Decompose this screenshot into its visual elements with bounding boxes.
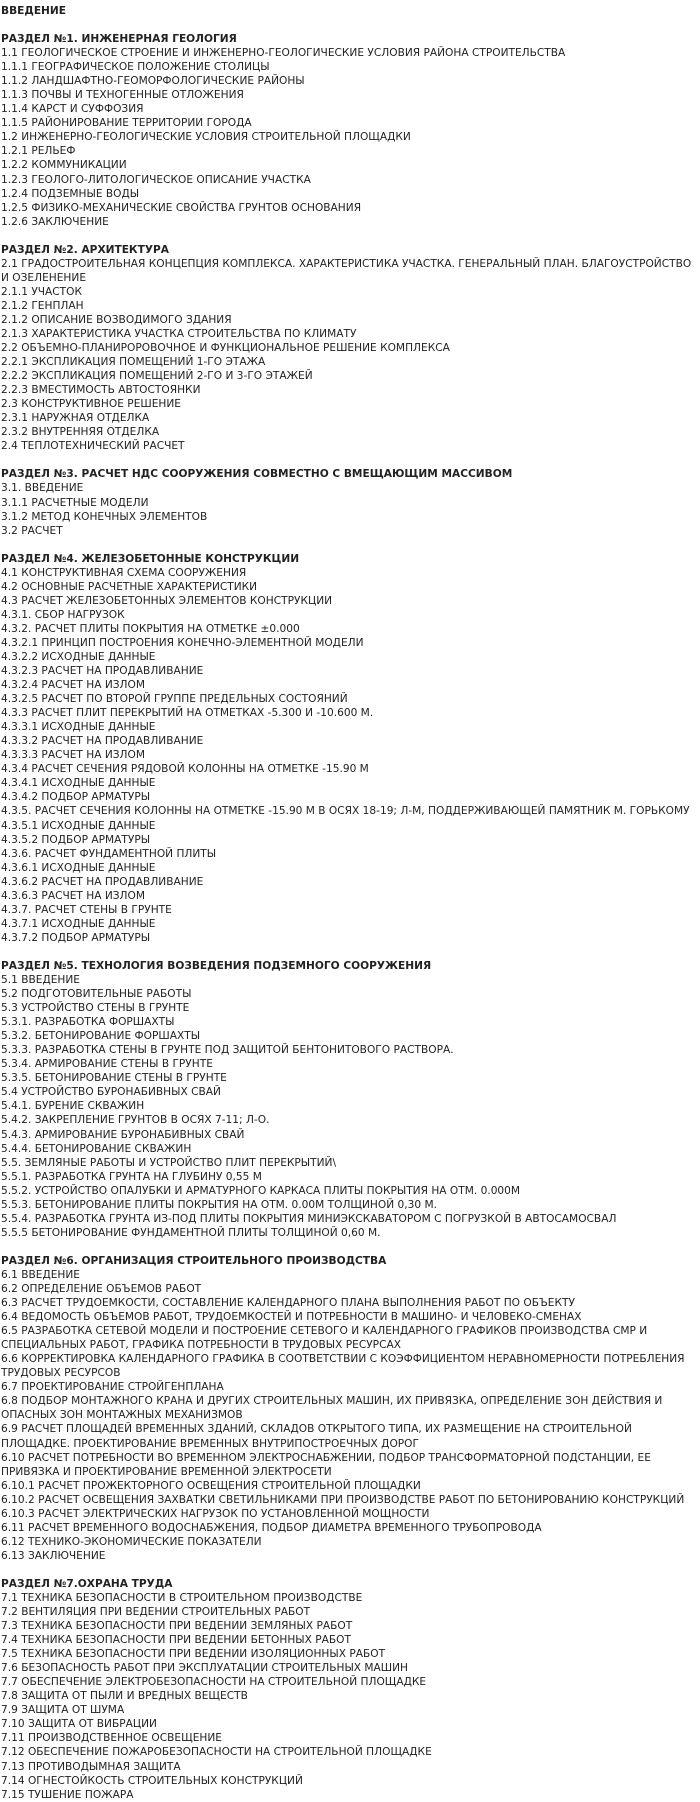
toc-entry: 6.7 ПРОЕКТИРОВАНИЕ СТРОЙГЕНПЛАНА	[1, 1381, 224, 1394]
toc-entry: 4.2 ОСНОВНЫЕ РАСЧЕТНЫЕ ХАРАКТЕРИСТИКИ	[1, 580, 258, 593]
toc-entry: 1.1 ГЕОЛОГИЧЕСКОЕ СТРОЕНИЕ И ИНЖЕНЕРНО-ГЕОЛОГИЧЕСКИЕ УСЛОВИЯ РАЙОНА СТРОИТЕЛЬСТВА	[1, 47, 566, 60]
toc-entry: 5.3.3. РАЗРАБОТКА СТЕНЫ В ГРУНТЕ ПОД ЗАЩИТОЙ БЕНТОНИТОВОГО РАСТВОРА.	[1, 1044, 454, 1057]
toc-entry: 7.3 ТЕХНИКА БЕЗОПАСНОСТИ ПРИ ВЕДЕНИИ ЗЕМЛЯНЫХ РАБОТ	[1, 1620, 353, 1633]
toc-entry: 4.1 КОНСТРУКТИВНАЯ СХЕМА СООРУЖЕНИЯ	[1, 566, 247, 579]
toc-entry: 2.1 ГРАДОСТРОИТЕЛЬНАЯ КОНЦЕПЦИЯ КОМПЛЕКСА. ХАРАКТЕРИСТИКА УЧАСТКА. ГЕНЕРАЛЬНЫЙ ПЛАН. БЛАГОУСТРОЙСТВО И ОЗЕЛЕНЕНИЕ	[1, 257, 692, 284]
sections-list	[1, 32, 700, 1802]
toc-entry: 5.3.1. РАЗРАБОТКА ФОРШАХТЫ	[1, 1016, 175, 1029]
toc-entry: 5.3.5. БЕТОНИРОВАНИЕ СТЕНЫ В ГРУНТЕ	[1, 1072, 227, 1085]
section-heading: РАЗДЕЛ №2. АРХИТЕКТУРА	[1, 243, 169, 256]
toc-entry: 2.4 ТЕПЛОТЕХНИЧЕСКИЙ РАСЧЕТ	[1, 440, 185, 453]
toc-entry: 2.1.1 УЧАСТОК	[1, 285, 83, 298]
toc-entry: 5.4.3. АРМИРОВАНИЕ БУРОНАБИВНЫХ СВАЙ	[1, 1128, 245, 1141]
toc-entry: 7.10 ЗАЩИТА ОТ ВИБРАЦИИ	[1, 1718, 157, 1731]
toc-entry: 1.1.5 РАЙОНИРОВАНИЕ ТЕРРИТОРИИ ГОРОДА	[1, 117, 252, 130]
intro-heading: ВВЕДЕНИЕ	[1, 5, 67, 17]
toc-entry: 5.3.4. АРМИРОВАНИЕ СТЕНЫ В ГРУНТЕ	[1, 1058, 213, 1071]
toc-section	[1, 467, 700, 537]
toc-entry: 7.9 ЗАЩИТА ОТ ШУМА	[1, 1704, 125, 1717]
toc-entry: 4.3.7. РАСЧЕТ СТЕНЫ В ГРУНТЕ	[1, 903, 172, 916]
toc-entry: 7.1 ТЕХНИКА БЕЗОПАСНОСТИ В СТРОИТЕЛЬНОМ ПРОИЗВОДСТВЕ	[1, 1591, 363, 1604]
toc-entry: 2.1.3 ХАРАКТЕРИСТИКА УЧАСТКА СТРОИТЕЛЬСТВА ПО КЛИМАТУ	[1, 327, 357, 340]
toc-entry: 4.3.2.1 ПРИНЦИП ПОСТРОЕНИЯ КОНЕЧНО-ЭЛЕМЕНТНОЙ МОДЕЛИ	[1, 636, 364, 649]
toc-entry: 4.3.3 РАСЧЕТ ПЛИТ ПЕРЕКРЫТИЙ НА ОТМЕТКАХ -5.300 И -10.600 М.	[1, 707, 374, 720]
toc-entry: 6.2 ОПРЕДЕЛЕНИЕ ОБЪЕМОВ РАБОТ	[1, 1282, 202, 1295]
toc-entry: 4.3.3.2 РАСЧЕТ НА ПРОДАВЛИВАНИЕ	[1, 735, 204, 748]
toc-entry: 1.1.3 ПОЧВЫ И ТЕХНОГЕННЫЕ ОТЛОЖЕНИЯ	[1, 89, 244, 102]
toc-entry: 7.6 БЕЗОПАСНОСТЬ РАБОТ ПРИ ЭКСПЛУАТАЦИИ СТРОИТЕЛЬНЫХ МАШИН	[1, 1662, 409, 1675]
toc-entry: 6.8 ПОДБОР МОНТАЖНОГО КРАНА И ДРУГИХ СТРОИТЕЛЬНЫХ МАШИН, ИХ ПРИВЯЗКА, ОПРЕДЕЛЕНИЕ ЗОН ДЕЙСТВИЯ И ОПАСНЫХ ЗОН МОНТАЖНЫХ МЕХАНИЗМОВ	[1, 1395, 663, 1422]
toc-entry: 1.2.4 ПОДЗЕМНЫЕ ВОДЫ	[1, 187, 140, 200]
toc-entry: 5.5.3. БЕТОНИРОВАНИЕ ПЛИТЫ ПОКРЫТИЯ НА ОТМ. 0.00М ТОЛЩИНОЙ 0,30 М.	[1, 1198, 437, 1211]
section-heading: РАЗДЕЛ №3. РАСЧЕТ НДС СООРУЖЕНИЯ СОВМЕСТНО С ВМЕЩАЮЩИМ МАССИВОМ	[1, 468, 513, 481]
toc-entry: 1.2.6 ЗАКЛЮЧЕНИЕ	[1, 215, 109, 228]
toc-entry: 7.2 ВЕНТИЛЯЦИЯ ПРИ ВЕДЕНИИ СТРОИТЕЛЬНЫХ РАБОТ	[1, 1606, 311, 1619]
toc-entry: 4.3.4 РАСЧЕТ СЕЧЕНИЯ РЯДОВОЙ КОЛОННЫ НА ОТМЕТКЕ -15.90 М	[1, 763, 369, 776]
toc-section	[1, 1577, 700, 1802]
toc-entry: 7.11 ПРОИЗВОДСТВЕННОЕ ОСВЕЩЕНИЕ	[1, 1732, 222, 1745]
toc-entry: 4.3.3.1 ИСХОДНЫЕ ДАННЫЕ	[1, 721, 156, 734]
toc-entry: 5.4.1. БУРЕНИЕ СКВАЖИН	[1, 1100, 145, 1113]
section-heading: РАЗДЕЛ №5. ТЕХНОЛОГИЯ ВОЗВЕДЕНИЯ ПОДЗЕМНОГО СООРУЖЕНИЯ	[1, 959, 432, 972]
section-heading: РАЗДЕЛ №6. ОРГАНИЗАЦИЯ СТРОИТЕЛЬНОГО ПРОИЗВОДСТВА	[1, 1254, 387, 1267]
toc-entry: 5.3 УСТРОЙСТВО СТЕНЫ В ГРУНТЕ	[1, 1002, 190, 1015]
toc-entry: 4.3.2.4 РАСЧЕТ НА ИЗЛОМ	[1, 679, 145, 692]
toc-entry: 6.12 ТЕХНИКО-ЭКОНОМИЧЕСКИЕ ПОКАЗАТЕЛИ	[1, 1535, 262, 1548]
toc-entry: 1.1.2 ЛАНДШАФТНО-ГЕОМОРФОЛОГИЧЕСКИЕ РАЙОНЫ	[1, 75, 305, 88]
toc-entry: 6.1 ВВЕДЕНИЕ	[1, 1268, 80, 1281]
toc-entry: 7.12 ОБЕСПЕЧЕНИЕ ПОЖАРОБЕЗОПАСНОСТИ НА СТРОИТЕЛЬНОЙ ПЛОЩАДКЕ	[1, 1746, 432, 1759]
toc-entry: 5.5.5 БЕТОНИРОВАНИЕ ФУНДАМЕНТНОЙ ПЛИТЫ ТОЛЩИНОЙ 0,60 М.	[1, 1226, 381, 1239]
toc-entry: 2.2 ОБЪЕМНО-ПЛАНИРОРОВОЧНОЕ И ФУНКЦИОНАЛЬНОЕ РЕШЕНИЕ КОМПЛЕКСА	[1, 342, 450, 355]
toc-entry: 2.2.2 ЭКСПЛИКАЦИЯ ПОМЕЩЕНИЙ 2-ГО И 3-ГО ЭТАЖЕЙ	[1, 370, 313, 383]
toc-entry: 2.1.2 ГЕНПЛАН	[1, 299, 84, 312]
toc-entry: 5.1 ВВЕДЕНИЕ	[1, 974, 80, 986]
toc-entry: 4.3.3.3 РАСЧЕТ НА ИЗЛОМ	[1, 749, 145, 762]
toc-entry: 6.10.3 РАСЧЕТ ЭЛЕКТРИЧЕСКИХ НАГРУЗОК ПО УСТАНОВЛЕННОЙ МОЩНОСТИ	[1, 1507, 430, 1520]
toc-entry: 1.2.1 РЕЛЬЕФ	[1, 145, 76, 158]
toc-section	[1, 552, 700, 945]
toc-entry: 4.3.6.2 РАСЧЕТ НА ПРОДАВЛИВАНИЕ	[1, 875, 204, 888]
toc-entry: 5.4.2. ЗАКРЕПЛЕНИЕ ГРУНТОВ В ОСЯХ 7-11; Л-О.	[1, 1114, 270, 1127]
toc-entry: 4.3.4.2 ПОДБОР АРМАТУРЫ	[1, 791, 151, 804]
toc-entry: 7.5 ТЕХНИКА БЕЗОПАСНОСТИ ПРИ ВЕДЕНИИ ИЗОЛЯЦИОННЫХ РАБОТ	[1, 1648, 386, 1661]
toc-entry: 5.5.4. РАЗРАБОТКА ГРУНТА ИЗ-ПОД ПЛИТЫ ПОКРЫТИЯ МИНИЭКСКАВАТОРОМ С ПОГРУЗКОЙ В АВТОСАМОСВАЛ	[1, 1212, 617, 1225]
toc-entry: 2.3.1 НАРУЖНАЯ ОТДЕЛКА	[1, 412, 150, 425]
toc-entry: 5.5.2. УСТРОЙСТВО ОПАЛУБКИ И АРМАТУРНОГО КАРКАСА ПЛИТЫ ПОКРЫТИЯ НА ОТМ. 0.000М	[1, 1184, 521, 1197]
toc-entry: 3.1.1 РАСЧЕТНЫЕ МОДЕЛИ	[1, 496, 149, 509]
toc-entry: 2.3.2 ВНУТРЕННЯЯ ОТДЕЛКА	[1, 426, 160, 439]
toc-entry: 4.3.5.1 ИСХОДНЫЕ ДАННЫЕ	[1, 819, 156, 832]
toc-entry: 1.2.5 ФИЗИКО-МЕХАНИЧЕСКИЕ СВОЙСТВА ГРУНТОВ ОСНОВАНИЯ	[1, 201, 362, 214]
toc-entry: 6.5 РАЗРАБОТКА СЕТЕВОЙ МОДЕЛИ И ПОСТРОЕНИЕ СЕТЕВОГО И КАЛЕНДАРНОГО ГРАФИКОВ ПРОИЗВОДСТВА СМР И СПЕЦИАЛЬНЫХ РАБОТ, ГРАФИКА ПОТРЕБНОСТИ В ТРУДОВЫХ РЕСУРСАХ	[1, 1325, 648, 1352]
toc-entry: 4.3.6.1 ИСХОДНЫЕ ДАННЫЕ	[1, 861, 156, 874]
toc-entry: 2.1.2 ОПИСАНИЕ ВОЗВОДИМОГО ЗДАНИЯ	[1, 313, 232, 326]
toc-entry: 5.4.4. БЕТОНИРОВАНИЕ СКВАЖИН	[1, 1142, 192, 1155]
toc-section	[1, 243, 700, 454]
toc-entry: 4.3.6. РАСЧЕТ ФУНДАМЕНТНОЙ ПЛИТЫ	[1, 847, 217, 860]
toc-entry: 2.3 КОНСТРУКТИВНОЕ РЕШЕНИЕ	[1, 398, 181, 411]
toc-entry: 4.3.5. РАСЧЕТ СЕЧЕНИЯ КОЛОННЫ НА ОТМЕТКЕ -15.90 М В ОСЯХ 18-19; Л-М, ПОДДЕРЖИВАЮЩЕЙ ПАМЯТНИК М. ГОРЬКОМУ	[1, 805, 690, 818]
toc-entry: 4.3.4.1 ИСХОДНЫЕ ДАННЫЕ	[1, 777, 156, 790]
section-heading: РАЗДЕЛ №7.ОХРАНА ТРУДА	[1, 1577, 173, 1590]
toc-entry: 2.2.1 ЭКСПЛИКАЦИЯ ПОМЕЩЕНИЙ 1-ГО ЭТАЖА	[1, 356, 266, 369]
toc-section	[1, 1254, 700, 1563]
toc-entry: 6.13 ЗАКЛЮЧЕНИЕ	[1, 1549, 106, 1562]
toc-entry: 6.10 РАСЧЕТ ПОТРЕБНОСТИ ВО ВРЕМЕННОМ ЭЛЕКТРОСНАБЖЕНИИ, ПОДБОР ТРАНСФОРМАТОРНОЙ ПОДСТАНЦИИ, ЕЕ ПРИВЯЗКА И ПРОЕКТИРОВАНИЕ ВРЕМЕННОЙ ЭЛЕКТРОСЕТИ	[1, 1451, 651, 1478]
toc-entry: 4.3.1. СБОР НАГРУЗОК	[1, 608, 125, 621]
toc-entry: 3.1.2 МЕТОД КОНЕЧНЫХ ЭЛЕМЕНТОВ	[1, 510, 208, 523]
toc-entry: 5.4 УСТРОЙСТВО БУРОНАБИВНЫХ СВАЙ	[1, 1086, 221, 1099]
toc-entry: 1.1.1 ГЕОГРАФИЧЕСКОЕ ПОЛОЖЕНИЕ СТОЛИЦЫ	[1, 61, 270, 74]
toc-section	[1, 32, 700, 229]
toc-entry: 4.3.7.2 ПОДБОР АРМАТУРЫ	[1, 931, 151, 944]
toc-entry: 1.1.4 КАРСТ И СУФФОЗИЯ	[1, 103, 144, 116]
toc-entry: 6.9 РАСЧЕТ ПЛОЩАДЕЙ ВРЕМЕННЫХ ЗДАНИЙ, СКЛАДОВ ОТКРЫТОГО ТИПА, ИХ РАЗМЕЩЕНИЕ НА СТРОИТЕЛЬНОЙ ПЛОЩАДКЕ. ПРОЕКТИРОВАНИЕ ВРЕМЕННЫХ ВНУТРИПОСТРОЕЧНЫХ ДОРОГ	[1, 1423, 632, 1450]
toc-entry: 5.3.2. БЕТОНИРОВАНИЕ ФОРШАХТЫ	[1, 1030, 201, 1043]
toc-entry: 4.3 РАСЧЕТ ЖЕЛЕЗОБЕТОННЫХ ЭЛЕМЕНТОВ КОНСТРУКЦИИ	[1, 594, 333, 607]
toc-entry: 4.3.2.2 ИСХОДНЫЕ ДАННЫЕ	[1, 650, 156, 663]
toc-entry: 1.2 ИНЖЕНЕРНО-ГЕОЛОГИЧЕСКИЕ УСЛОВИЯ СТРОИТЕЛЬНОЙ ПЛОЩАДКИ	[1, 131, 411, 144]
toc-entry: 7.7 ОБЕСПЕЧЕНИЕ ЭЛЕКТРОБЕЗОПАСНОСТИ НА СТРОИТЕЛЬНОЙ ПЛОЩАДКЕ	[1, 1676, 427, 1689]
toc-entry: 5.5.1. РАЗРАБОТКА ГРУНТА НА ГЛУБИНУ 0,55 М	[1, 1170, 262, 1183]
section-heading: РАЗДЕЛ №1. ИНЖЕНЕРНАЯ ГЕОЛОГИЯ	[1, 33, 237, 46]
toc-entry: 7.8 ЗАЩИТА ОТ ПЫЛИ И ВРЕДНЫХ ВЕЩЕСТВ	[1, 1690, 248, 1703]
toc-entry: 6.11 РАСЧЕТ ВРЕМЕННОГО ВОДОСНАБЖЕНИЯ, ПОДБОР ДИАМЕТРА ВРЕМЕННОГО ТРУБОПРОВОДА	[1, 1521, 542, 1534]
toc-entry: 4.3.2. РАСЧЕТ ПЛИТЫ ПОКРЫТИЯ НА ОТМЕТКЕ ±0.000	[1, 622, 300, 635]
toc-entry: 7.15 ТУШЕНИЕ ПОЖАРА	[1, 1788, 134, 1801]
toc-entry: 7.4 ТЕХНИКА БЕЗОПАСНОСТИ ПРИ ВЕДЕНИИ БЕТОННЫХ РАБОТ	[1, 1634, 351, 1647]
toc-entry: 4.3.2.3 РАСЧЕТ НА ПРОДАВЛИВАНИЕ	[1, 665, 204, 678]
toc-entry: 1.2.3 ГЕОЛОГО-ЛИТОЛОГИЧЕСКОЕ ОПИСАНИЕ УЧАСТКА	[1, 173, 311, 186]
toc-entry: 6.10.2 РАСЧЕТ ОСВЕЩЕНИЯ ЗАХВАТКИ СВЕТИЛЬНИКАМИ ПРИ ПРОИЗВОДСТВЕ РАБОТ ПО БЕТОНИРОВАНИЮ КОНСТРУКЦИЙ	[1, 1493, 685, 1506]
toc-entry: 5.2 ПОДГОТОВИТЕЛЬНЫЕ РАБОТЫ	[1, 988, 192, 1001]
toc-section	[1, 959, 700, 1240]
toc-entry: 5.5. ЗЕМЛЯНЫЕ РАБОТЫ И УСТРОЙСТВО ПЛИТ ПЕРЕКРЫТИЙ\	[1, 1156, 337, 1169]
toc-entry: 3.1. ВВЕДЕНИЕ	[1, 482, 84, 495]
toc-entry: 6.3 РАСЧЕТ ТРУДОЕМКОСТИ, СОСТАВЛЕНИЕ КАЛЕНДАРНОГО ПЛАНА ВЫПОЛНЕНИЯ РАБОТ ПО ОБЪЕКТУ	[1, 1297, 575, 1310]
toc-entry: 6.10.1 РАСЧЕТ ПРОЖЕКТОРНОГО ОСВЕЩЕНИЯ СТРОИТЕЛЬНОЙ ПЛОЩАДКИ	[1, 1479, 421, 1492]
toc-entry: 1.2.2 КОММУНИКАЦИИ	[1, 159, 127, 172]
toc-entry: 3.2 РАСЧЕТ	[1, 524, 63, 537]
toc-entry: 7.14 ОГНЕСТОЙКОСТЬ СТРОИТЕЛЬНЫХ КОНСТРУКЦИЙ	[1, 1774, 303, 1787]
toc-entry: 4.3.7.1 ИСХОДНЫЕ ДАННЫЕ	[1, 917, 156, 930]
toc-entry: 4.3.5.2 ПОДБОР АРМАТУРЫ	[1, 833, 151, 846]
toc-entry: 2.2.3 ВМЕСТИМОСТЬ АВТОСТОЯНКИ	[1, 384, 201, 397]
toc-entry: 4.3.2.5 РАСЧЕТ ПО ВТОРОЙ ГРУППЕ ПРЕДЕЛЬНЫХ СОСТОЯНИЙ	[1, 693, 348, 706]
toc-entry: 6.6 КОРРЕКТИРОВКА КАЛЕНДАРНОГО ГРАФИКА В СООТВЕТСТВИИ С КОЭФФИЦИЕНТОМ НЕРАВНОМЕРНОСТИ ПОТРЕБЛЕНИЯ ТРУДОВЫХ РЕСУРСОВ	[1, 1353, 685, 1380]
toc-entry: 7.13 ПРОТИВОДЫМНАЯ ЗАЩИТА	[1, 1760, 181, 1773]
toc-entry: 4.3.6.3 РАСЧЕТ НА ИЗЛОМ	[1, 889, 145, 902]
section-heading: РАЗДЕЛ №4. ЖЕЛЕЗОБЕТОННЫЕ КОНСТРУКЦИИ	[1, 552, 300, 565]
toc-entry: 6.4 ВЕДОМОСТЬ ОБЪЕМОВ РАБОТ, ТРУДОЕМКОСТЕЙ И ПОТРЕБНОСТИ В МАШИНО- И ЧЕЛОВЕКО-СМЕНАХ	[1, 1311, 582, 1324]
